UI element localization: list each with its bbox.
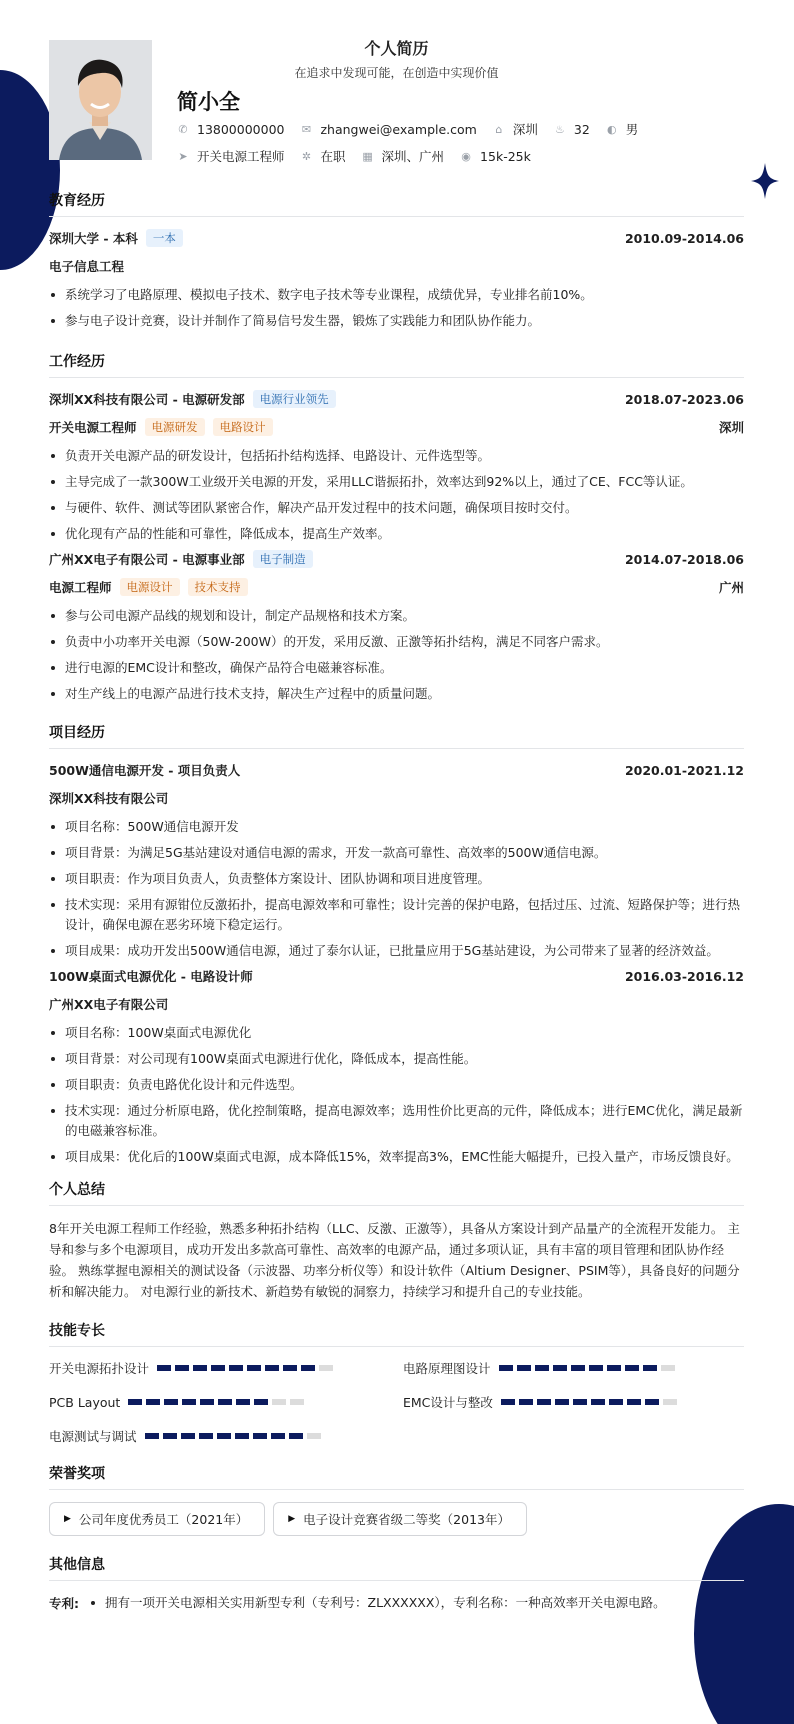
section-title: 技能专长 <box>49 1320 744 1347</box>
project-company: 广州XX电子有限公司 <box>49 997 169 1012</box>
list-item: 项目背景：为满足5G基站建设对通信电源的需求，开发一款高可靠性、高效率的500W通信电源。 <box>49 843 744 863</box>
role-tag: 电源研发 <box>145 418 205 436</box>
target-city-value: 深圳、广州 <box>381 149 445 164</box>
list-item: 项目职责：作为项目负责人，负责整体方案设计、团队协调和项目进度管理。 <box>49 869 744 889</box>
list-item: 负责中小功率开关电源（50W-200W）的开发，采用反激、正激等拓扑结构，满足不同客户需求。 <box>49 632 744 652</box>
skill-level-segment <box>199 1433 213 1439</box>
education-row <box>49 229 744 247</box>
skill-level-segment <box>229 1365 243 1371</box>
skill-level-segment <box>609 1399 623 1405</box>
gender-icon: ◐ <box>606 122 617 136</box>
skill-level-bar <box>128 1399 308 1405</box>
skill-level-bar <box>499 1365 679 1371</box>
role-tag: 电路设计 <box>213 418 273 436</box>
skill-level-segment <box>517 1365 531 1371</box>
skill-level-segment <box>607 1365 621 1371</box>
list-item: 参与公司电源产品线的规划和设计，制定产品规格和技术方案。 <box>49 606 744 626</box>
other-label: 专利: <box>49 1596 79 1611</box>
building-icon: ▦ <box>362 149 373 163</box>
project-name: 100W桌面式电源优化 - 电路设计师 <box>49 969 253 984</box>
triangle-right-icon: ▶ <box>288 1514 296 1524</box>
education-date: 2010.09-2014.06 <box>624 230 744 246</box>
skill-level-segment <box>211 1365 225 1371</box>
target-job-value: 开关电源工程师 <box>197 149 285 164</box>
skill-level-segment <box>663 1399 677 1405</box>
list-item: 项目名称：100W桌面式电源优化 <box>49 1023 744 1043</box>
skill-level-segment <box>290 1399 304 1405</box>
section-title: 个人总结 <box>49 1179 744 1206</box>
email-value: zhangwei@example.com <box>320 121 477 137</box>
award-label: 电子设计竞赛省级二等奖（2013年） <box>303 1512 510 1527</box>
award-label: 公司年度优秀员工（2021年） <box>78 1512 249 1527</box>
role-name: 电源工程师 <box>49 580 112 595</box>
skill-item <box>403 1359 744 1377</box>
skill-level-segment <box>265 1365 279 1371</box>
skill-level-segment <box>307 1433 321 1439</box>
skill-level-segment <box>146 1399 160 1405</box>
project-company: 深圳XX科技有限公司 <box>49 791 169 806</box>
skill-level-segment <box>627 1399 641 1405</box>
skill-level-segment <box>235 1433 249 1439</box>
project-date: 2020.01-2021.12 <box>624 762 744 778</box>
skill-level-segment <box>182 1399 196 1405</box>
skill-level-segment <box>283 1365 297 1371</box>
list-item: 对生产线上的电源产品进行技术支持，解决生产过程中的质量问题。 <box>49 684 744 704</box>
skill-item <box>49 1427 403 1445</box>
skill-level-segment <box>625 1365 639 1371</box>
skill-level-bar <box>145 1433 325 1439</box>
skill-level-segment <box>272 1399 286 1405</box>
company-name: 深圳XX科技有限公司 - 电源研发部 <box>49 392 245 407</box>
skills-grid <box>49 1359 744 1445</box>
company-tag: 电子制造 <box>253 550 313 568</box>
skill-name: 电路原理图设计 <box>403 1361 491 1376</box>
skill-item <box>403 1393 744 1411</box>
skill-level-segment <box>164 1399 178 1405</box>
list-item: 技术实现：采用有源钳位反激拓扑，提高电源效率和可靠性；设计完善的保护电路，包括过压、过流、短路保护等；进行热设计，确保电源在恶劣环境下稳定运行。 <box>49 895 744 935</box>
status-value: 在职 <box>320 149 346 164</box>
contact-info-row <box>177 120 654 138</box>
skill-level-segment <box>289 1433 303 1439</box>
project-entry <box>49 761 744 961</box>
list-item: 项目职责：负责电路优化设计和元件选型。 <box>49 1075 744 1095</box>
skill-level-segment <box>319 1365 333 1371</box>
role-tag: 技术支持 <box>188 578 248 596</box>
role-tag: 电源设计 <box>120 578 180 596</box>
resume-header <box>49 0 744 178</box>
school-tag: 一本 <box>146 229 183 247</box>
skills-section <box>49 1320 744 1445</box>
skill-level-segment <box>181 1433 195 1439</box>
send-icon: ➤ <box>178 149 188 163</box>
list-item: 技术实现：通过分析原电路，优化控制策略，提高电源效率；选用性价比更高的元件，降低成本；进行EMC优化，满足最新的电磁兼容标准。 <box>49 1101 744 1141</box>
list-item: 负责开关电源产品的研发设计，包括拓扑结构选择、电路设计、元件选型等。 <box>49 446 744 466</box>
section-title: 项目经历 <box>49 722 744 749</box>
list-item: 项目成果：优化后的100W桌面式电源，成本降低15%，效率提高3%，EMC性能大幅提升，已投入量产，市场反馈良好。 <box>49 1147 744 1167</box>
major-name: 电子信息工程 <box>49 259 125 274</box>
skill-level-segment <box>193 1365 207 1371</box>
phone-icon: ✆ <box>178 122 188 136</box>
triangle-right-icon: ▶ <box>64 1514 71 1524</box>
skill-level-segment <box>537 1399 551 1405</box>
gender-value: 男 <box>625 122 639 137</box>
education-bullets <box>49 285 744 331</box>
company-tag: 电源行业领先 <box>253 390 336 408</box>
award-chip <box>273 1502 527 1536</box>
salary-value: 15k-25k <box>480 148 531 164</box>
list-item: 与硬件、软件、测试等团队紧密合作，解决产品开发过程中的技术问题，确保项目按时交付。 <box>49 498 744 518</box>
skill-level-segment <box>175 1365 189 1371</box>
list-item: 项目名称：500W通信电源开发 <box>49 817 744 837</box>
skill-level-segment <box>501 1399 515 1405</box>
skill-level-bar <box>157 1365 337 1371</box>
section-title: 工作经历 <box>49 351 744 378</box>
candidate-name: 简小全 <box>177 90 240 114</box>
skill-level-segment <box>271 1433 285 1439</box>
skill-level-segment <box>200 1399 214 1405</box>
salary-icon: ◉ <box>461 149 471 163</box>
skill-level-segment <box>661 1365 675 1371</box>
home-icon: ⌂ <box>495 122 503 136</box>
skill-level-segment <box>217 1433 231 1439</box>
role-name: 开关电源工程师 <box>49 420 137 435</box>
skill-name: EMC设计与整改 <box>403 1395 493 1410</box>
skill-level-segment <box>571 1365 585 1371</box>
skill-level-bar <box>501 1399 681 1405</box>
skill-level-segment <box>301 1365 315 1371</box>
other-section <box>49 1554 744 1613</box>
job-intent-row <box>177 147 547 165</box>
skill-item <box>49 1359 403 1377</box>
summary-text: 8年开关电源工程师工作经验，熟悉多种拓扑结构（LLC、反激、正激等），具备从方案设计到产品量产的全流程开发能力。 主导和参与多个电源项目，成功开发出多款高可靠性、高效率的电源产品，通过多项认证，具有丰富的项目管理和团队协作经验。 熟练掌握电源相关的测试设备（示波器、功率分析仪等）和设计软件（Altium Designer、PSIM等），具备良好的问题分析和解决能力。 对电源行业的新技术、新趋势有敏锐的洞察力，持续学习和提升自己的专业技能。 <box>49 1221 740 1299</box>
work-location: 广州 <box>718 580 744 595</box>
project-entry <box>49 967 744 1167</box>
award-chip <box>49 1502 265 1536</box>
section-title: 其他信息 <box>49 1554 744 1581</box>
document-title: 个人简历 <box>364 39 429 58</box>
skill-level-segment <box>553 1365 567 1371</box>
skill-name: 电源测试与调试 <box>49 1429 137 1444</box>
education-section <box>49 190 744 331</box>
list-item: 进行电源的EMC设计和整改，确保产品符合电磁兼容标准。 <box>49 658 744 678</box>
summary-section <box>49 1179 744 1302</box>
skill-level-segment <box>163 1433 177 1439</box>
project-date: 2016.03-2016.12 <box>624 968 744 984</box>
skill-name: PCB Layout <box>49 1394 121 1410</box>
skill-level-segment <box>519 1399 533 1405</box>
skill-level-segment <box>236 1399 250 1405</box>
projects-section <box>49 722 744 1167</box>
work-section <box>49 351 744 704</box>
work-date: 2014.07-2018.06 <box>624 551 744 567</box>
list-item: 主导完成了一款300W工业级开关电源的开发，采用LLC谐振拓扑，效率达到92%以上，通过了CE、FCC等认证。 <box>49 472 744 492</box>
list-item: 项目背景：对公司现有100W桌面式电源进行优化，降低成本，提高性能。 <box>49 1049 744 1069</box>
skill-level-segment <box>573 1399 587 1405</box>
list-item: 优化现有产品的性能和可靠性，降低成本，提高生产效率。 <box>49 524 744 544</box>
list-item: 拥有一项开关电源相关实用新型专利（专利号：ZLXXXXXX），专利名称：一种高效率开关电源电路。 <box>89 1593 666 1613</box>
skill-item <box>49 1393 403 1411</box>
work-location: 深圳 <box>718 420 744 435</box>
school-name: 深圳大学 - 本科 <box>49 231 138 246</box>
document-tagline: 在追求中发现可能，在创造中实现价值 <box>294 66 499 80</box>
list-item: 参与电子设计竞赛，设计并制作了简易信号发生器，锻炼了实践能力和团队协作能力。 <box>49 311 744 331</box>
work-date: 2018.07-2023.06 <box>624 391 744 407</box>
list-item: 项目成果：成功开发出500W通信电源，通过了泰尔认证，已批量应用于5G基站建设，为公司带来了显著的经济效益。 <box>49 941 744 961</box>
awards-section <box>49 1463 744 1536</box>
skill-level-segment <box>254 1399 268 1405</box>
cake-icon: ♨ <box>554 122 565 136</box>
age-value: 32 <box>573 121 590 137</box>
skill-level-segment <box>555 1399 569 1405</box>
gear-icon: ✲ <box>301 149 312 163</box>
city-value: 深圳 <box>512 122 538 137</box>
skill-level-segment <box>589 1365 603 1371</box>
skill-level-segment <box>128 1399 142 1405</box>
skill-level-segment <box>499 1365 513 1371</box>
skill-level-segment <box>247 1365 261 1371</box>
skill-level-segment <box>218 1399 232 1405</box>
section-title: 荣誉奖项 <box>49 1463 744 1490</box>
work-entry <box>49 390 744 544</box>
mail-icon: ✉ <box>301 122 312 136</box>
phone-value: 13800000000 <box>197 121 285 137</box>
skill-level-segment <box>591 1399 605 1405</box>
skill-level-segment <box>535 1365 549 1371</box>
section-title: 教育经历 <box>49 190 744 217</box>
list-item: 系统学习了电路原理、模拟电子技术、数字电子技术等专业课程，成绩优异，专业排名前10%。 <box>49 285 744 305</box>
skill-level-segment <box>145 1433 159 1439</box>
skill-level-segment <box>645 1399 659 1405</box>
skill-level-segment <box>157 1365 171 1371</box>
company-name: 广州XX电子有限公司 - 电源事业部 <box>49 552 245 567</box>
skill-level-segment <box>643 1365 657 1371</box>
skill-name: 开关电源拓扑设计 <box>49 1361 150 1376</box>
skill-level-segment <box>253 1433 267 1439</box>
work-entry <box>49 550 744 704</box>
project-name: 500W通信电源开发 - 项目负责人 <box>49 763 241 778</box>
